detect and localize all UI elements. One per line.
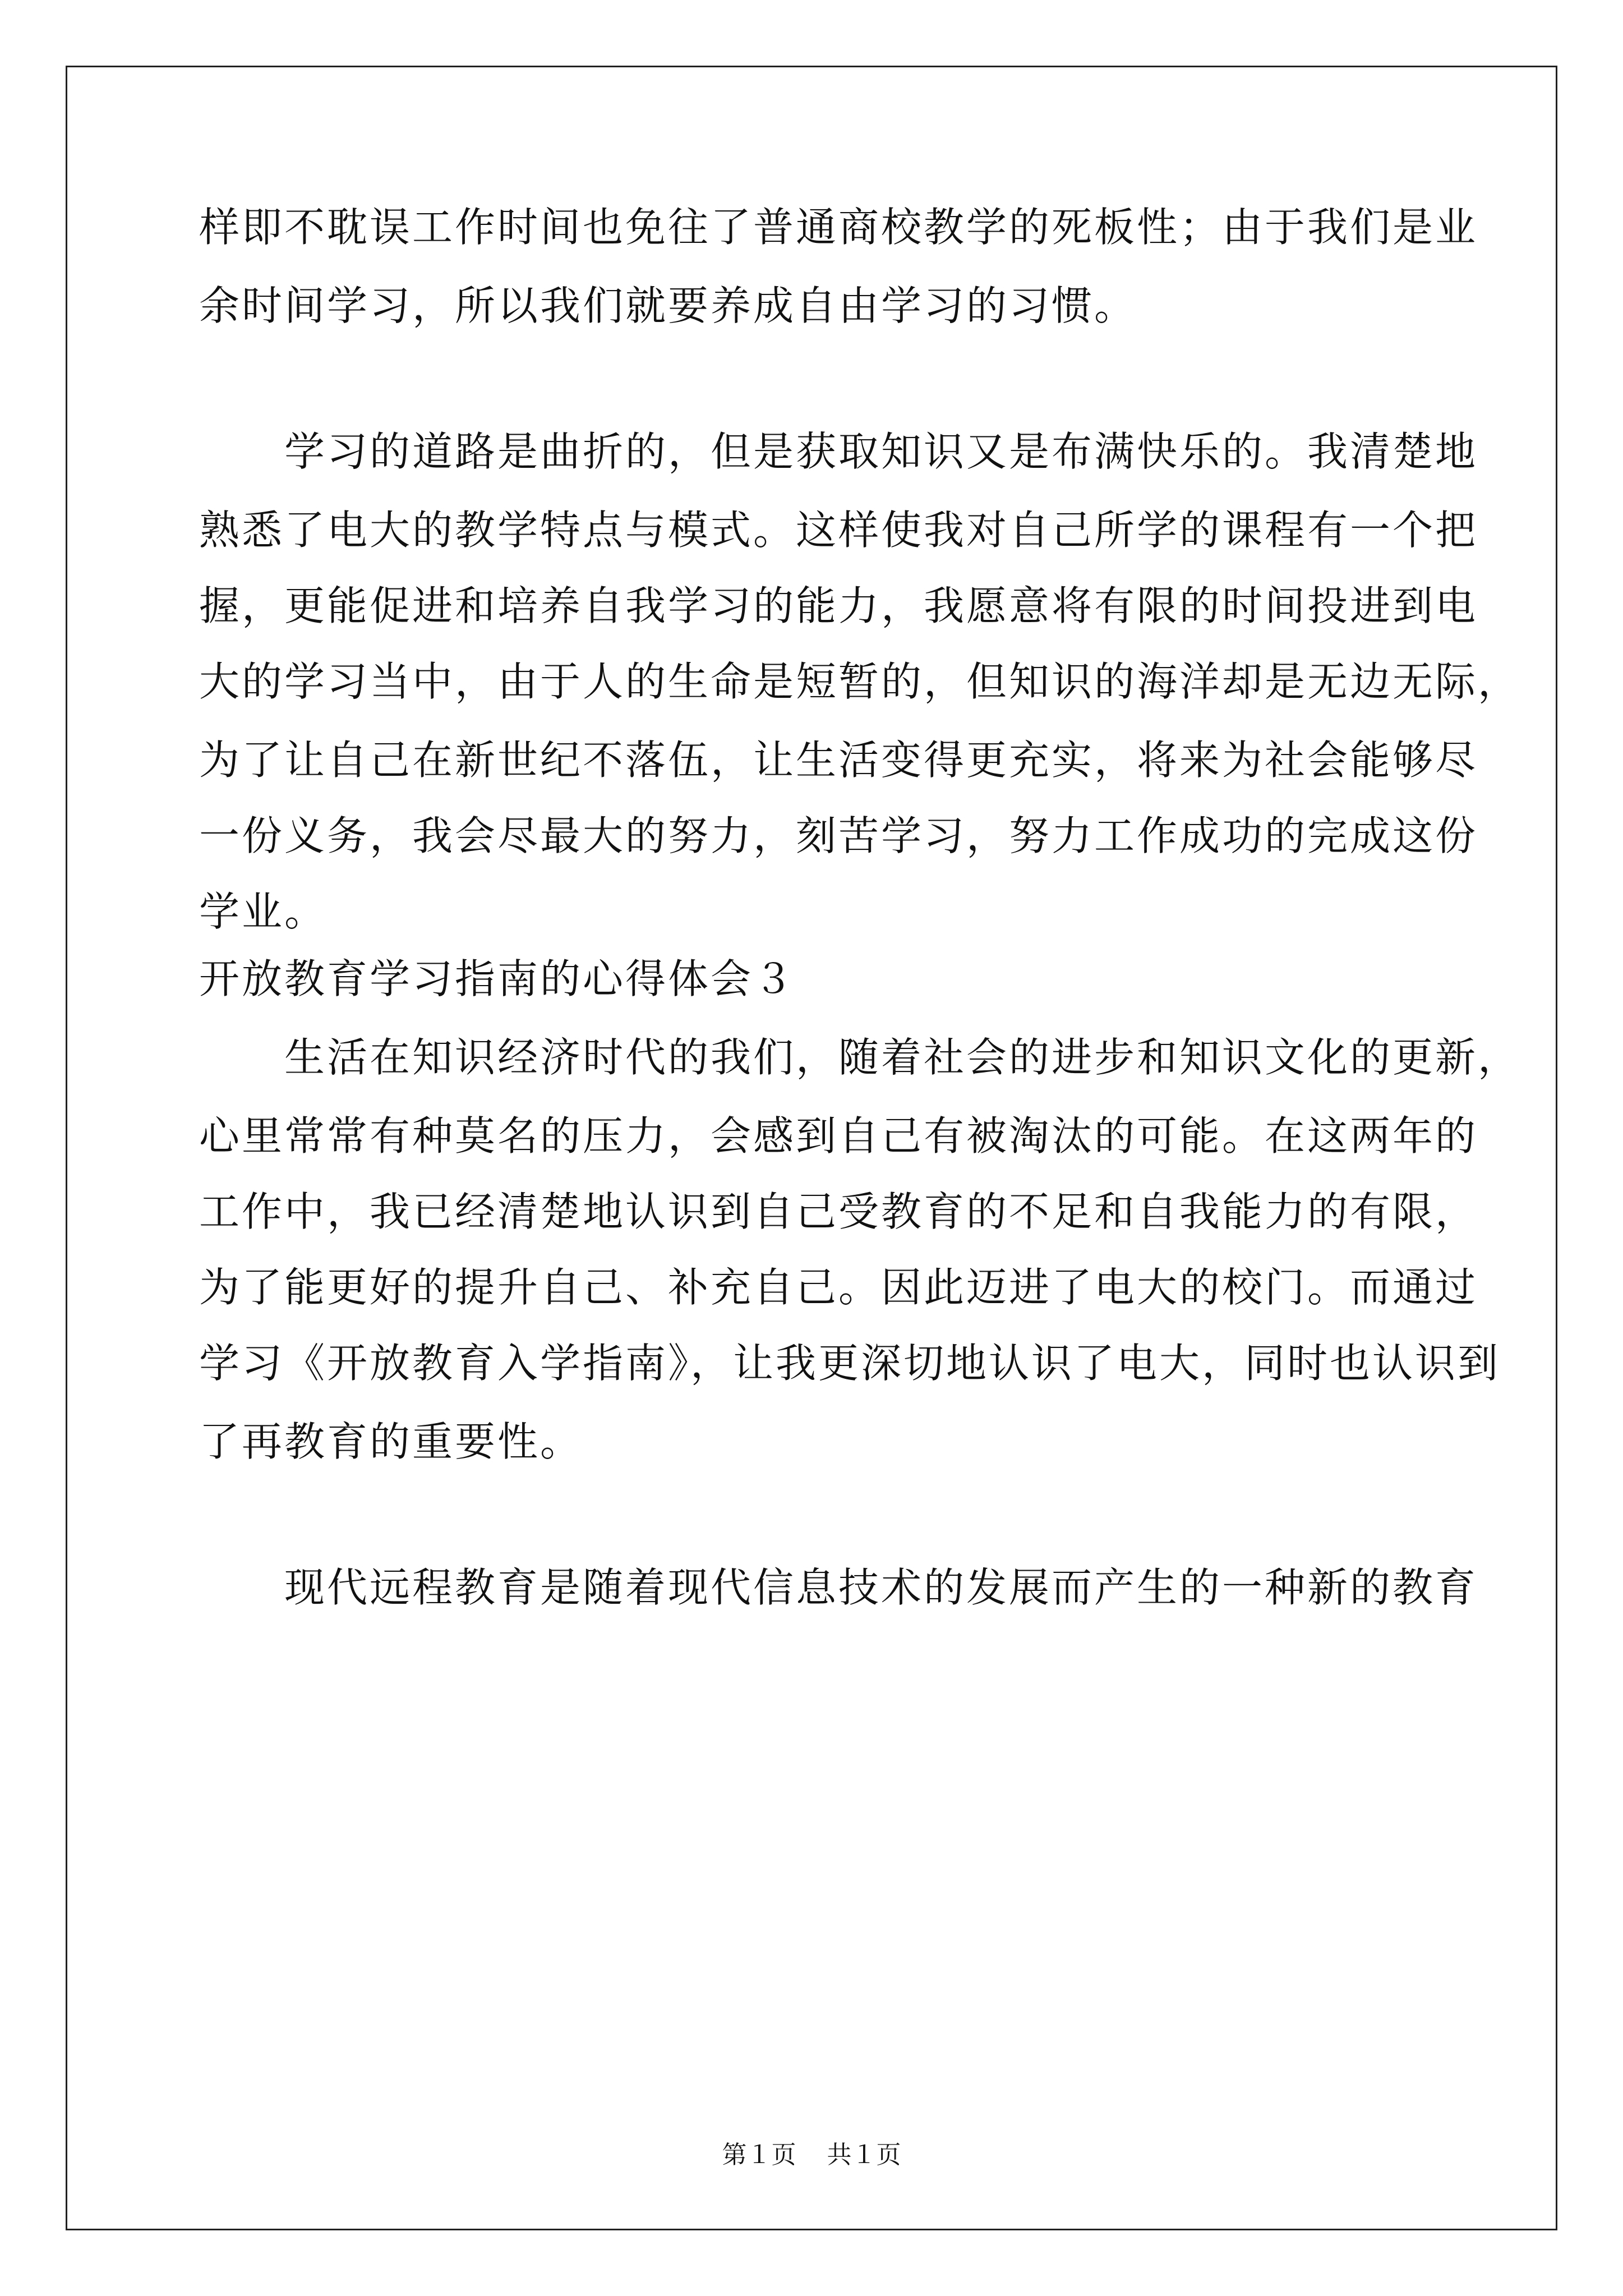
text-line: 学业。 bbox=[199, 888, 328, 935]
page-number: 第１页 bbox=[722, 2141, 796, 2169]
text-line: 现代远程教育是随着现代信息技术的发展而产生的一种新的教育 bbox=[199, 1564, 1478, 1611]
text-line: 为了能更好的提升自己、补充自己。因此迈进了电大的校门。而通过 bbox=[199, 1264, 1478, 1311]
text-line: 学习的道路是曲折的，但是获取知识又是布满快乐的。我清楚地 bbox=[199, 428, 1478, 475]
text-line: 样即不耽误工作时间也免往了普通商校教学的死板性；由于我们是业 bbox=[199, 204, 1478, 251]
text-line: 余时间学习，所以我们就要养成自由学习的习惯。 bbox=[199, 282, 1137, 329]
text-line: 大的学习当中，由于人的生命是短暂的，但知识的海洋却是无边无际， bbox=[199, 658, 1521, 705]
text-line: 握，更能促进和培养自我学习的能力，我愿意将有限的时间投进到电 bbox=[199, 582, 1478, 629]
page-footer bbox=[0, 2138, 1623, 2172]
text-line: 生活在知识经济时代的我们，随着社会的进步和知识文化的更新， bbox=[199, 1034, 1521, 1081]
section-heading: 开放教育学习指南的心得体会３ bbox=[199, 955, 796, 1002]
text-line: 为了让自己在新世纪不落伍，让生活变得更充实，将来为社会能够尽 bbox=[199, 737, 1478, 784]
text-line: 心里常常有种莫名的压力，会感到自己有被淘汰的可能。在这两年的 bbox=[199, 1112, 1478, 1159]
text-line: 了再教育的重要性。 bbox=[199, 1418, 583, 1465]
text-line: 工作中，我已经清楚地认识到自己受教育的不足和自我能力的有限， bbox=[199, 1188, 1478, 1235]
text-line: 一份义务，我会尽最大的努力，刻苦学习，努力工作成功的完成这份 bbox=[199, 812, 1478, 859]
text-line: 学习《开放教育入学指南》，让我更深切地认识了电大，同时也认识到 bbox=[199, 1340, 1501, 1387]
text-line: 熟悉了电大的教学特点与模式。这样使我对自己所学的课程有一个把 bbox=[199, 507, 1478, 554]
page-total: 共１页 bbox=[827, 2141, 901, 2169]
